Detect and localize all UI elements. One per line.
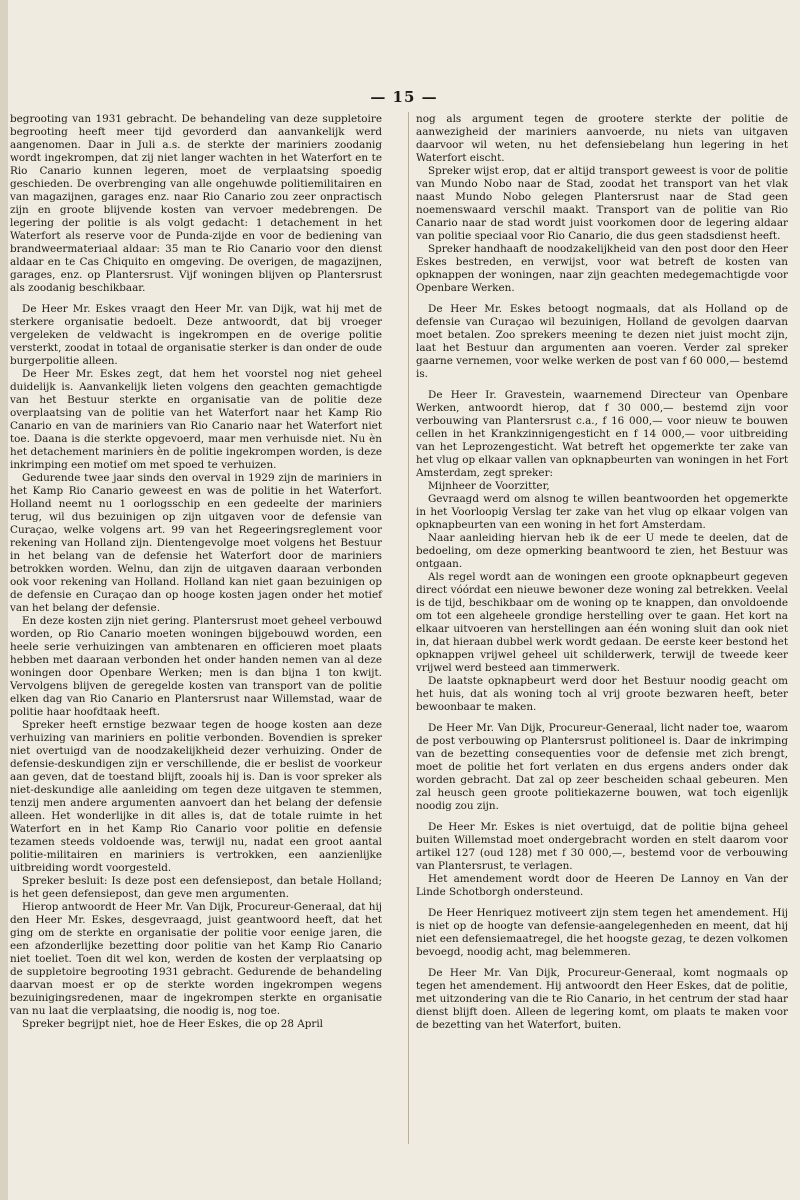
paragraph: Hierop antwoordt de Heer Mr. Van Dijk, Procureur-Generaal, dat hij den Heer Mr. Eskes, desgevraagd, juist geantwoord heeft, dat het ging om de sterkte en organisatie der politie voor eenige jaren, die een afzonderlijke bezetting door politie van het Kamp Rio Canario niet toeliet. Toen dit wel kon, werden de kosten der verplaatsing op de suppletoire begrooting 1931 gebracht. Gedurende de behandeling daarvan moest er op de sterkte worden ingekrompen wegens bezuinigingsredenen, maar de ingekrompen sterkte en organisatie van nu laat die verplaatsing, die noodig is, nog toe. <box>10 901 382 1017</box>
paragraph: Het amendement wordt door de Heeren De Lannoy en Van der Linde Schotborgh ondersteund. <box>416 873 788 898</box>
paragraph: De Heer Mr. Van Dijk, Procureur-Generaal, komt nogmaals op tegen het amendement. Hij antwoordt den Heer Eskes, dat de politie, met uitzondering van die te Rio Canario, in het centrum der stad haar dienst blijft doen. Alleen de legering komt, om plaats te maken voor de bezetting van het Waterfort, buiten. <box>416 967 788 1031</box>
paragraph: Spreker besluit: Is deze post een defensiepost, dan betale Holland; is het geen defensiepost, dan geve men argumenten. <box>10 875 382 900</box>
paragraph: Spreker wijst erop, dat er altijd transport geweest is voor de politie van Mundo Nobo naar de Stad, zoodat het transport van het vlak naast Mundo Nobo gelegen Plantersrust naar de Stad geen noemenswaard verschil maakt. Transport van de politie van Rio Canario naar de stad wordt juist voorkomen door de legering aldaar van politie speciaal voor Rio Canario, die dus geen stadsdienst heeft. <box>416 165 788 242</box>
paragraph: De laatste opknapbeurt werd door het Bestuur noodig geacht om het huis, dat als woning toch al vrij groote bezwaren heeft, beter bewoonbaar te maken. <box>416 675 788 713</box>
paragraph: De Heer Henriquez motiveert zijn stem tegen het amendement. Hij is niet op de hoogte van defensie-aangelegenheden en meent, dat hij niet een defensiemaatregel, die het hoogste gezag, te dezen volkomen bevoegd, noodig acht, mag belemmeren. <box>416 907 788 958</box>
paragraph: Spreker handhaaft de noodzakelijkheid van den post door den Heer Eskes bestreden, en verwijst, voor wat betreft de kosten van opknappen der woningen, naar zijn geachten medegemachtigde voor Openbare Werken. <box>416 243 788 294</box>
paragraph: Gevraagd werd om alsnog te willen beantwoorden het opgemerkte in het Voorloopig Verslag ter zake van het vlug op elkaar volgen van opknapbeurten van een woning in het fort Amsterdam. <box>416 493 788 531</box>
right-column <box>416 113 788 1032</box>
paragraph: nog als argument tegen de grootere sterkte der politie de aanwezigheid der mariniers aanvoerde, nu niets van uitgaven daarvoor wil weten, nu het defensiebelang hun legering in het Waterfort eischt. <box>416 113 788 164</box>
paragraph: De Heer Mr. Van Dijk, Procureur-Generaal, licht nader toe, waarom de post verbouwing op Plantersrust politioneel is. Daar de inkrimping van de bezetting consequenties voor de defensie met zich brengt, moet de politie het fort verlaten en dus ergens anders onder dak worden gebracht. Dat zal op zeer bescheiden schaal gebeuren. Men zal heusch geen groote politiekazerne bouwen, wat toch eigenlijk noodig zou zijn. <box>416 722 788 812</box>
page-number: — 15 — <box>370 88 438 106</box>
paragraph: De Heer Ir. Gravestein, waarnemend Directeur van Openbare Werken, antwoordt hierop, dat f 30 000,— bestemd zijn voor verbouwing van Plantersrust c.a., f 16 000,— voor nieuw te bouwen cellen in het Krankzinnigengesticht en f 14 000,— voor uitbreiding van het Leprozengesticht. Wat betreft het opgemerkte ter zake van het vlug op elkaar vallen van opknapbeurten van woningen in het Fort Amsterdam, zegt spreker: <box>416 389 788 479</box>
paragraph: Als regel wordt aan de woningen een groote opknapbeurt gegeven direct vóórdat een nieuwe bewoner deze woning zal betrekken. Veelal is de tijd, beschikbaar om de woning op te knappen, dan onvoldoende om tot een algeheele grondige herstelling over te gaan. Het kort na elkaar uitvoeren van herstellingen aan één woning sluit dan ook niet in, dat hieraan dubbel werk wordt gedaan. De eerste keer bestond het opknappen vrijwel geheel uit schilderwerk, terwijl de tweede keer vrijwel werd besteed aan timmerwerk. <box>416 571 788 674</box>
column-divider <box>408 112 409 1144</box>
paragraph: begrooting van 1931 gebracht. De behandeling van deze suppletoire begrooting heeft meer tijd gevorderd dan aanvankelijk werd aangenomen. Daar in Juli a.s. de sterkte der mariniers zoodanig wordt ingekrompen, dat zij niet langer wachten in het Waterfort en te Rio Canario kunnen legeren, moet de verplaatsing spoedig geschieden. De overbrenging van alle ongehuwde politiemilitairen en van magazijnen, garages enz. naar Rio Canario zou zeer onpractisch zijn en groote blijvende kosten van vervoer medebrengen. De legering der politie is als volgt gedacht: 1 detachement in het Waterfort als reserve voor de Punda-zijde en voor de bediening van brandweermateriaal aldaar: 35 man te Rio Canario voor den dienst aldaar en te Cas Chiquito en omgeving. De overigen, de magazijnen, garages, enz. op Plantersrust. Vijf woningen blijven op Plantersrust als zoodanig beschikbaar. <box>10 113 382 294</box>
paragraph: De Heer Mr. Eskes betoogt nogmaals, dat als Holland op de defensie van Curaçao wil bezuinigen, Holland de gevolgen daarvan moet betalen. Zoo sprekers meening te dezen niet juist mocht zijn, laat het Bestuur dan argumenten aan voeren. Verder zal spreker gaarne vernemen, voor welke werken de post van f 60 000,— bestemd is. <box>416 303 788 380</box>
document-page <box>8 0 800 1200</box>
paragraph: De Heer Mr. Eskes zegt, dat hem het voorstel nog niet geheel duidelijk is. Aanvankelijk lieten volgens den geachten gemachtigde van het Bestuur sterkte en organisatie van de politie deze overplaatsing van de politie van het Waterfort naar het Kamp Rio Canario en van de mariniers van Rio Canario naar het Waterfort niet toe. Daana is die sterkte opgevoerd, maar men verhuisde niet. Nu èn het detachement mariniers èn de politie ingekrompen worden, is deze inkrimping een motief om met spoed te verhuizen. <box>10 368 382 471</box>
left-column <box>10 113 382 1031</box>
paragraph: Gedurende twee jaar sinds den overval in 1929 zijn de mariniers in het Kamp Rio Canario geweest en was de politie in het Waterfort. Holland neemt nu 1 oorlogsschip en een gedeelte der mariniers terug, wil dus bezuinigen op zijn uitgaven voor de defensie van Curaçao, welke volgens art. 99 van het Regeeringsreglement voor rekening van Holland zijn. Dientengevolge moet volgens het Bestuur in het belang van de defensie het Waterfort door de mariniers betrokken worden. Welnu, dan zijn de uitgaven daaraan verbonden ook voor rekening van Holland. Holland kan niet gaan bezuinigen op de defensie en Curaçao dan op hooge kosten jagen onder het motief van het belang der defensie. <box>10 472 382 614</box>
paragraph: De Heer Mr. Eskes vraagt den Heer Mr. van Dijk, wat hij met de sterkere organisatie bedoelt. Deze antwoordt, dat bij vroeger vergeleken de veldwacht is ingekrompen en de overige politie versterkt, zoodat in totaal de organisatie sterker is dan onder de oude burgerpolitie alleen. <box>10 303 382 367</box>
paragraph: Mijnheer de Voorzitter, <box>428 480 550 492</box>
paragraph: Naar aanleiding hiervan heb ik de eer U mede te deelen, dat de bedoeling, om deze opmerking beantwoord te zien, het Bestuur was ontgaan. <box>416 532 788 570</box>
paragraph: Spreker begrijpt niet, hoe de Heer Eskes, die op 28 April <box>22 1018 324 1030</box>
paragraph: En deze kosten zijn niet gering. Plantersrust moet geheel verbouwd worden, op Rio Canario moeten woningen bijgebouwd worden, een heele serie verhuizingen van ambtenaren en officieren moet plaats hebben met daaraan verbonden het onder handen nemen van al deze woningen door Openbare Werken; men is dan bijna 1 ton kwijt. Vervolgens blijven de geregelde kosten van transport van de politie elken dag van Rio Canario en Plantersrust naar Willemstad, waar de politie haar hoofdtaak heeft. <box>10 615 382 718</box>
paragraph: Spreker heeft ernstige bezwaar tegen de hooge kosten aan deze verhuizing van mariniers en politie verbonden. Bovendien is spreker niet overtuigd van de noodzakelijkheid dezer verhuizing. Onder de defensie-deskundigen zijn er verschillende, die er beslist de voorkeur aan geven, dat de toestand blijft, zooals hij is. Dan is voor spreker als niet-deskundige alle aanleiding om tegen deze uitgaven te stemmen, tenzij men andere argumenten aanvoert dan het belang der defensie alleen. Het wonderlijke in dit alles is, dat de totale ruimte in het Waterfort en in het Kamp Rio Canario voor politie en defensie tezamen steeds voldoende was, terwijl nu, nadat een groot aantal politie-militairen en mariniers is vertrokken, een aanzienlijke uitbreiding wordt voorgesteld. <box>10 719 382 874</box>
paragraph: De Heer Mr. Eskes is niet overtuigd, dat de politie bijna geheel buiten Willemstad moet ondergebracht worden en stelt daarom voor artikel 127 (oud 128) met f 30 000,—, bestemd voor de verbouwing van Plantersrust, te verlagen. <box>416 821 788 872</box>
